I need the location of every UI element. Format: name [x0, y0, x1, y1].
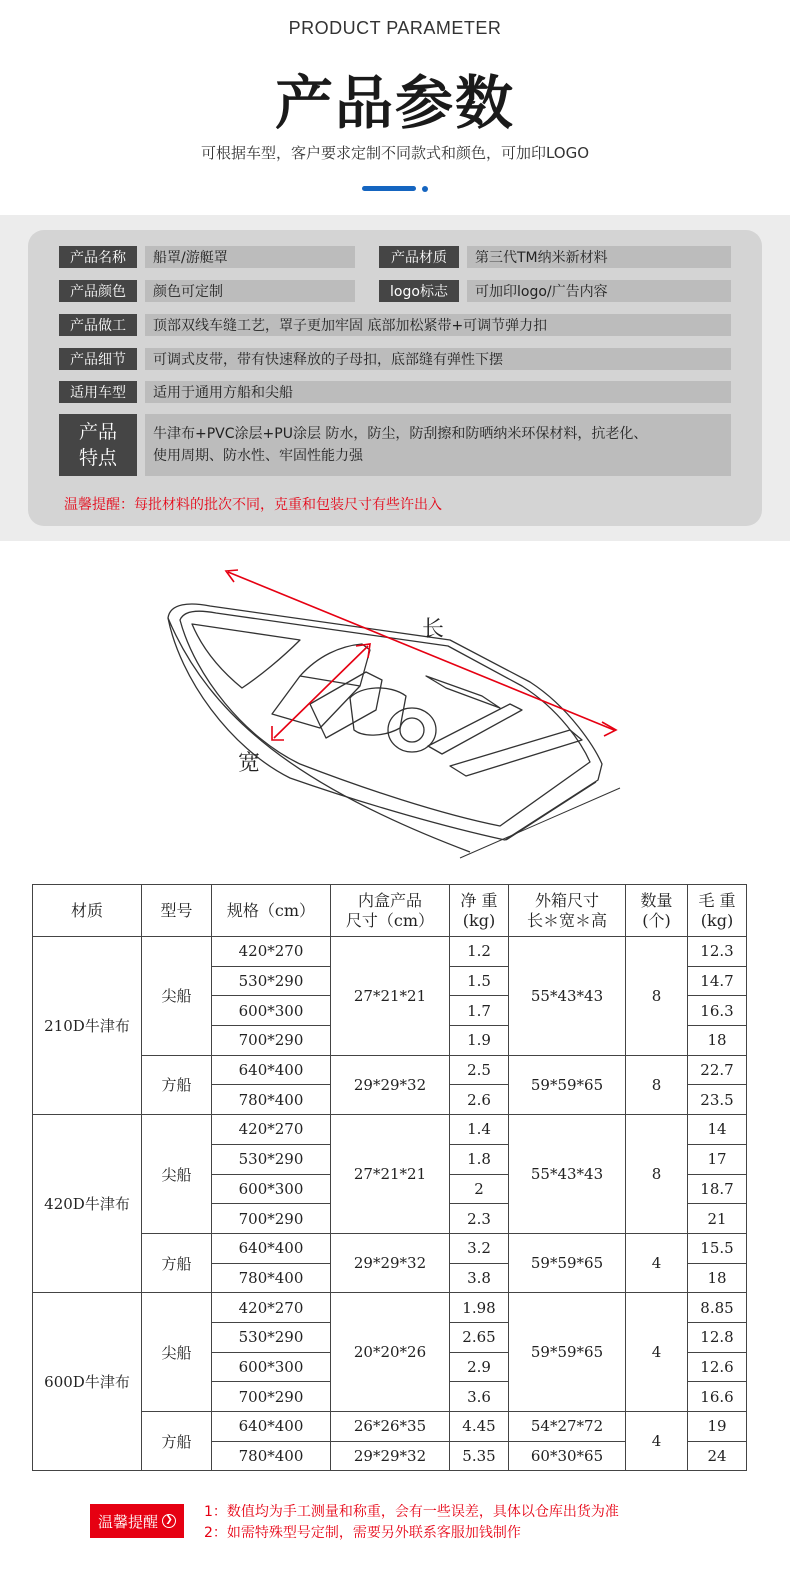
cell-model: 方船	[142, 1055, 212, 1114]
cell-material: 600D牛津布	[33, 1293, 142, 1471]
footer-note-2: 2：如需特殊型号定制，需要另外联系客服加钱制作	[204, 1525, 521, 1541]
cell-gross-weight: 14	[688, 1115, 747, 1145]
cell-gross-weight: 18	[688, 1026, 747, 1056]
cell-outer-box: 55*43*43	[509, 1115, 626, 1234]
seat	[350, 688, 406, 735]
cell-gross-weight: 12.8	[688, 1322, 747, 1352]
cell-model: 方船	[142, 1233, 212, 1292]
cell-spec: 530*290	[212, 966, 331, 996]
param-label-model: 适用车型	[59, 381, 137, 403]
cell-gross-weight: 12.3	[688, 937, 747, 967]
length-arrow	[226, 570, 616, 736]
cell-net-weight: 2.3	[450, 1204, 509, 1234]
header-quantity: 数量 (个)	[626, 885, 688, 937]
cell-net-weight: 1.9	[450, 1026, 509, 1056]
header-model: 型号	[142, 885, 212, 937]
cell-net-weight: 2.5	[450, 1055, 509, 1085]
chevron-right-icon: ❯	[162, 1514, 176, 1528]
header-gross-weight: 毛 重 (kg)	[688, 885, 747, 937]
param-label-logo: logo标志	[379, 280, 459, 302]
title-underline-bar	[362, 186, 416, 191]
table-row	[33, 1115, 747, 1145]
cell-inner-box: 20*20*26	[331, 1293, 450, 1412]
cell-spec: 420*270	[212, 1293, 331, 1323]
param-label-detail: 产品细节	[59, 348, 137, 370]
cell-inner-box: 26*26*35	[331, 1412, 450, 1442]
cell-inner-box: 29*29*32	[331, 1233, 450, 1292]
title-en: PRODUCT PARAMETER	[288, 18, 502, 38]
cell-net-weight: 2.65	[450, 1322, 509, 1352]
cell-quantity: 8	[626, 1055, 688, 1114]
cell-gross-weight: 18.7	[688, 1174, 747, 1204]
header-net-weight: 净 重 (kg)	[450, 885, 509, 937]
gunwale-outline	[180, 611, 590, 826]
param-value-color: 颜色可定制	[145, 280, 355, 302]
spec-table	[32, 884, 747, 1471]
cell-quantity: 4	[626, 1233, 688, 1292]
tip-badge	[90, 1504, 184, 1538]
cell-spec: 640*400	[212, 1412, 331, 1442]
cell-net-weight: 2	[450, 1174, 509, 1204]
cell-gross-weight: 18	[688, 1263, 747, 1293]
cell-net-weight: 2.9	[450, 1352, 509, 1382]
cell-spec: 780*400	[212, 1085, 331, 1115]
header-outer-box: 外箱尺寸 长＊宽＊高	[509, 885, 626, 937]
table-row	[33, 937, 747, 967]
cell-gross-weight: 15.5	[688, 1233, 747, 1263]
cell-gross-weight: 23.5	[688, 1085, 747, 1115]
cell-outer-box: 59*59*65	[509, 1233, 626, 1292]
cell-model: 方船	[142, 1412, 212, 1471]
page-title: 产品参数	[274, 69, 515, 137]
cell-net-weight: 1.7	[450, 996, 509, 1026]
parameter-card	[28, 230, 762, 526]
cell-spec: 700*290	[212, 1026, 331, 1056]
cell-net-weight: 1.2	[450, 937, 509, 967]
header-inner-box: 内盒产品 尺寸（cm）	[331, 885, 450, 937]
hull-outline	[168, 604, 602, 840]
console	[310, 672, 382, 738]
cell-gross-weight: 17	[688, 1144, 747, 1174]
cell-model: 尖船	[142, 937, 212, 1056]
param-value-detail: 可调式皮带，带有快速释放的子母扣，底部缝有弹性下摆	[145, 348, 731, 370]
cell-gross-weight: 21	[688, 1204, 747, 1234]
bench	[426, 676, 500, 708]
cell-outer-box: 60*30*65	[509, 1441, 626, 1471]
cell-spec: 420*270	[212, 937, 331, 967]
cell-gross-weight: 8.85	[688, 1293, 747, 1323]
stern-deck	[450, 730, 582, 776]
cell-outer-box: 59*59*65	[509, 1293, 626, 1412]
cell-spec: 600*300	[212, 1174, 331, 1204]
param-value-material: 第三代TM纳米新材料	[467, 246, 731, 268]
cell-net-weight: 3.8	[450, 1263, 509, 1293]
bow-deck	[192, 624, 300, 688]
windshield	[272, 644, 370, 728]
cell-inner-box: 29*29*32	[331, 1055, 450, 1114]
cell-gross-weight: 12.6	[688, 1352, 747, 1382]
param-label-craft: 产品做工	[59, 314, 137, 336]
param-value-model: 适用于通用方船和尖船	[145, 381, 731, 403]
param-label-color: 产品颜色	[59, 280, 137, 302]
subtitle: 可根据车型，客户要求定制不同款式和颜色，可加印LOGO	[200, 144, 590, 162]
footer-note-1: 1：数值均为手工测量和称重，会有一些误差，具体以仓库出货为准	[204, 1504, 619, 1520]
param-value-logo: 可加印logo/广告内容	[467, 280, 731, 302]
rear-bench	[428, 704, 522, 754]
cell-model: 尖船	[142, 1293, 212, 1412]
cell-spec: 420*270	[212, 1115, 331, 1145]
cell-gross-weight: 19	[688, 1412, 747, 1442]
cell-spec: 640*400	[212, 1233, 331, 1263]
param-label-name: 产品名称	[59, 246, 137, 268]
cell-net-weight: 1.4	[450, 1115, 509, 1145]
param-label-material: 产品材质	[379, 246, 459, 268]
cell-inner-box: 27*21*21	[331, 1115, 450, 1234]
cell-model: 尖船	[142, 1115, 212, 1234]
cell-spec: 700*290	[212, 1204, 331, 1234]
cell-quantity: 4	[626, 1412, 688, 1471]
param-value-feature-line1: 牛津布+PVC涂层+PU涂层 防水，防尘，防刮擦和防晒纳米环保材料，抗老化、	[153, 426, 648, 442]
cell-gross-weight: 24	[688, 1441, 747, 1471]
cell-gross-weight: 16.3	[688, 996, 747, 1026]
param-value-feature-line2: 使用周期、防水性、牢固性能力强	[153, 448, 363, 464]
cell-material: 420D牛津布	[33, 1115, 142, 1293]
cell-material: 210D牛津布	[33, 937, 142, 1115]
table-row	[33, 1293, 747, 1323]
title-underline-dot	[422, 186, 428, 192]
cell-net-weight: 1.98	[450, 1293, 509, 1323]
cell-spec: 780*400	[212, 1263, 331, 1293]
cell-spec: 530*290	[212, 1144, 331, 1174]
cell-spec: 700*290	[212, 1382, 331, 1412]
boat-diagram	[150, 558, 630, 873]
cell-outer-box: 54*27*72	[509, 1412, 626, 1442]
param-value-craft: 顶部双线车缝工艺，罩子更加牢固 底部加松紧带+可调节弹力扣	[145, 314, 731, 336]
cell-spec: 600*300	[212, 1352, 331, 1382]
param-value-feature	[145, 414, 731, 476]
material-note: 温馨提醒：每批材料的批次不同，克重和包装尺寸有些许出入	[64, 497, 442, 513]
cell-spec: 600*300	[212, 996, 331, 1026]
cell-net-weight: 4.45	[450, 1412, 509, 1442]
cell-quantity: 8	[626, 937, 688, 1056]
cell-outer-box: 55*43*43	[509, 937, 626, 1056]
cell-net-weight: 5.35	[450, 1441, 509, 1471]
length-label: 长	[422, 617, 445, 642]
cell-spec: 780*400	[212, 1441, 331, 1471]
param-label-feature-line1: 产品	[78, 421, 117, 443]
cell-gross-weight: 14.7	[688, 966, 747, 996]
cell-net-weight: 1.8	[450, 1144, 509, 1174]
tip-badge-label: 温馨提醒	[97, 1512, 158, 1531]
header-spec: 规格（cm）	[212, 885, 331, 937]
cell-inner-box: 29*29*32	[331, 1441, 450, 1471]
cell-net-weight: 3.6	[450, 1382, 509, 1412]
cell-spec: 640*400	[212, 1055, 331, 1085]
param-value-name: 船罩/游艇罩	[145, 246, 355, 268]
header-material: 材质	[33, 885, 142, 937]
width-label: 宽	[238, 751, 261, 776]
cell-gross-weight: 22.7	[688, 1055, 747, 1085]
cell-inner-box: 27*21*21	[331, 937, 450, 1056]
cell-outer-box: 59*59*65	[509, 1055, 626, 1114]
table-header-row	[33, 885, 747, 937]
cell-net-weight: 3.2	[450, 1233, 509, 1263]
cell-quantity: 8	[626, 1115, 688, 1234]
param-label-feature-line2: 特点	[78, 447, 117, 469]
cell-gross-weight: 16.6	[688, 1382, 747, 1412]
cell-spec: 530*290	[212, 1322, 331, 1352]
cell-quantity: 4	[626, 1293, 688, 1412]
cell-net-weight: 1.5	[450, 966, 509, 996]
cell-net-weight: 2.6	[450, 1085, 509, 1115]
param-label-feature	[59, 414, 137, 476]
